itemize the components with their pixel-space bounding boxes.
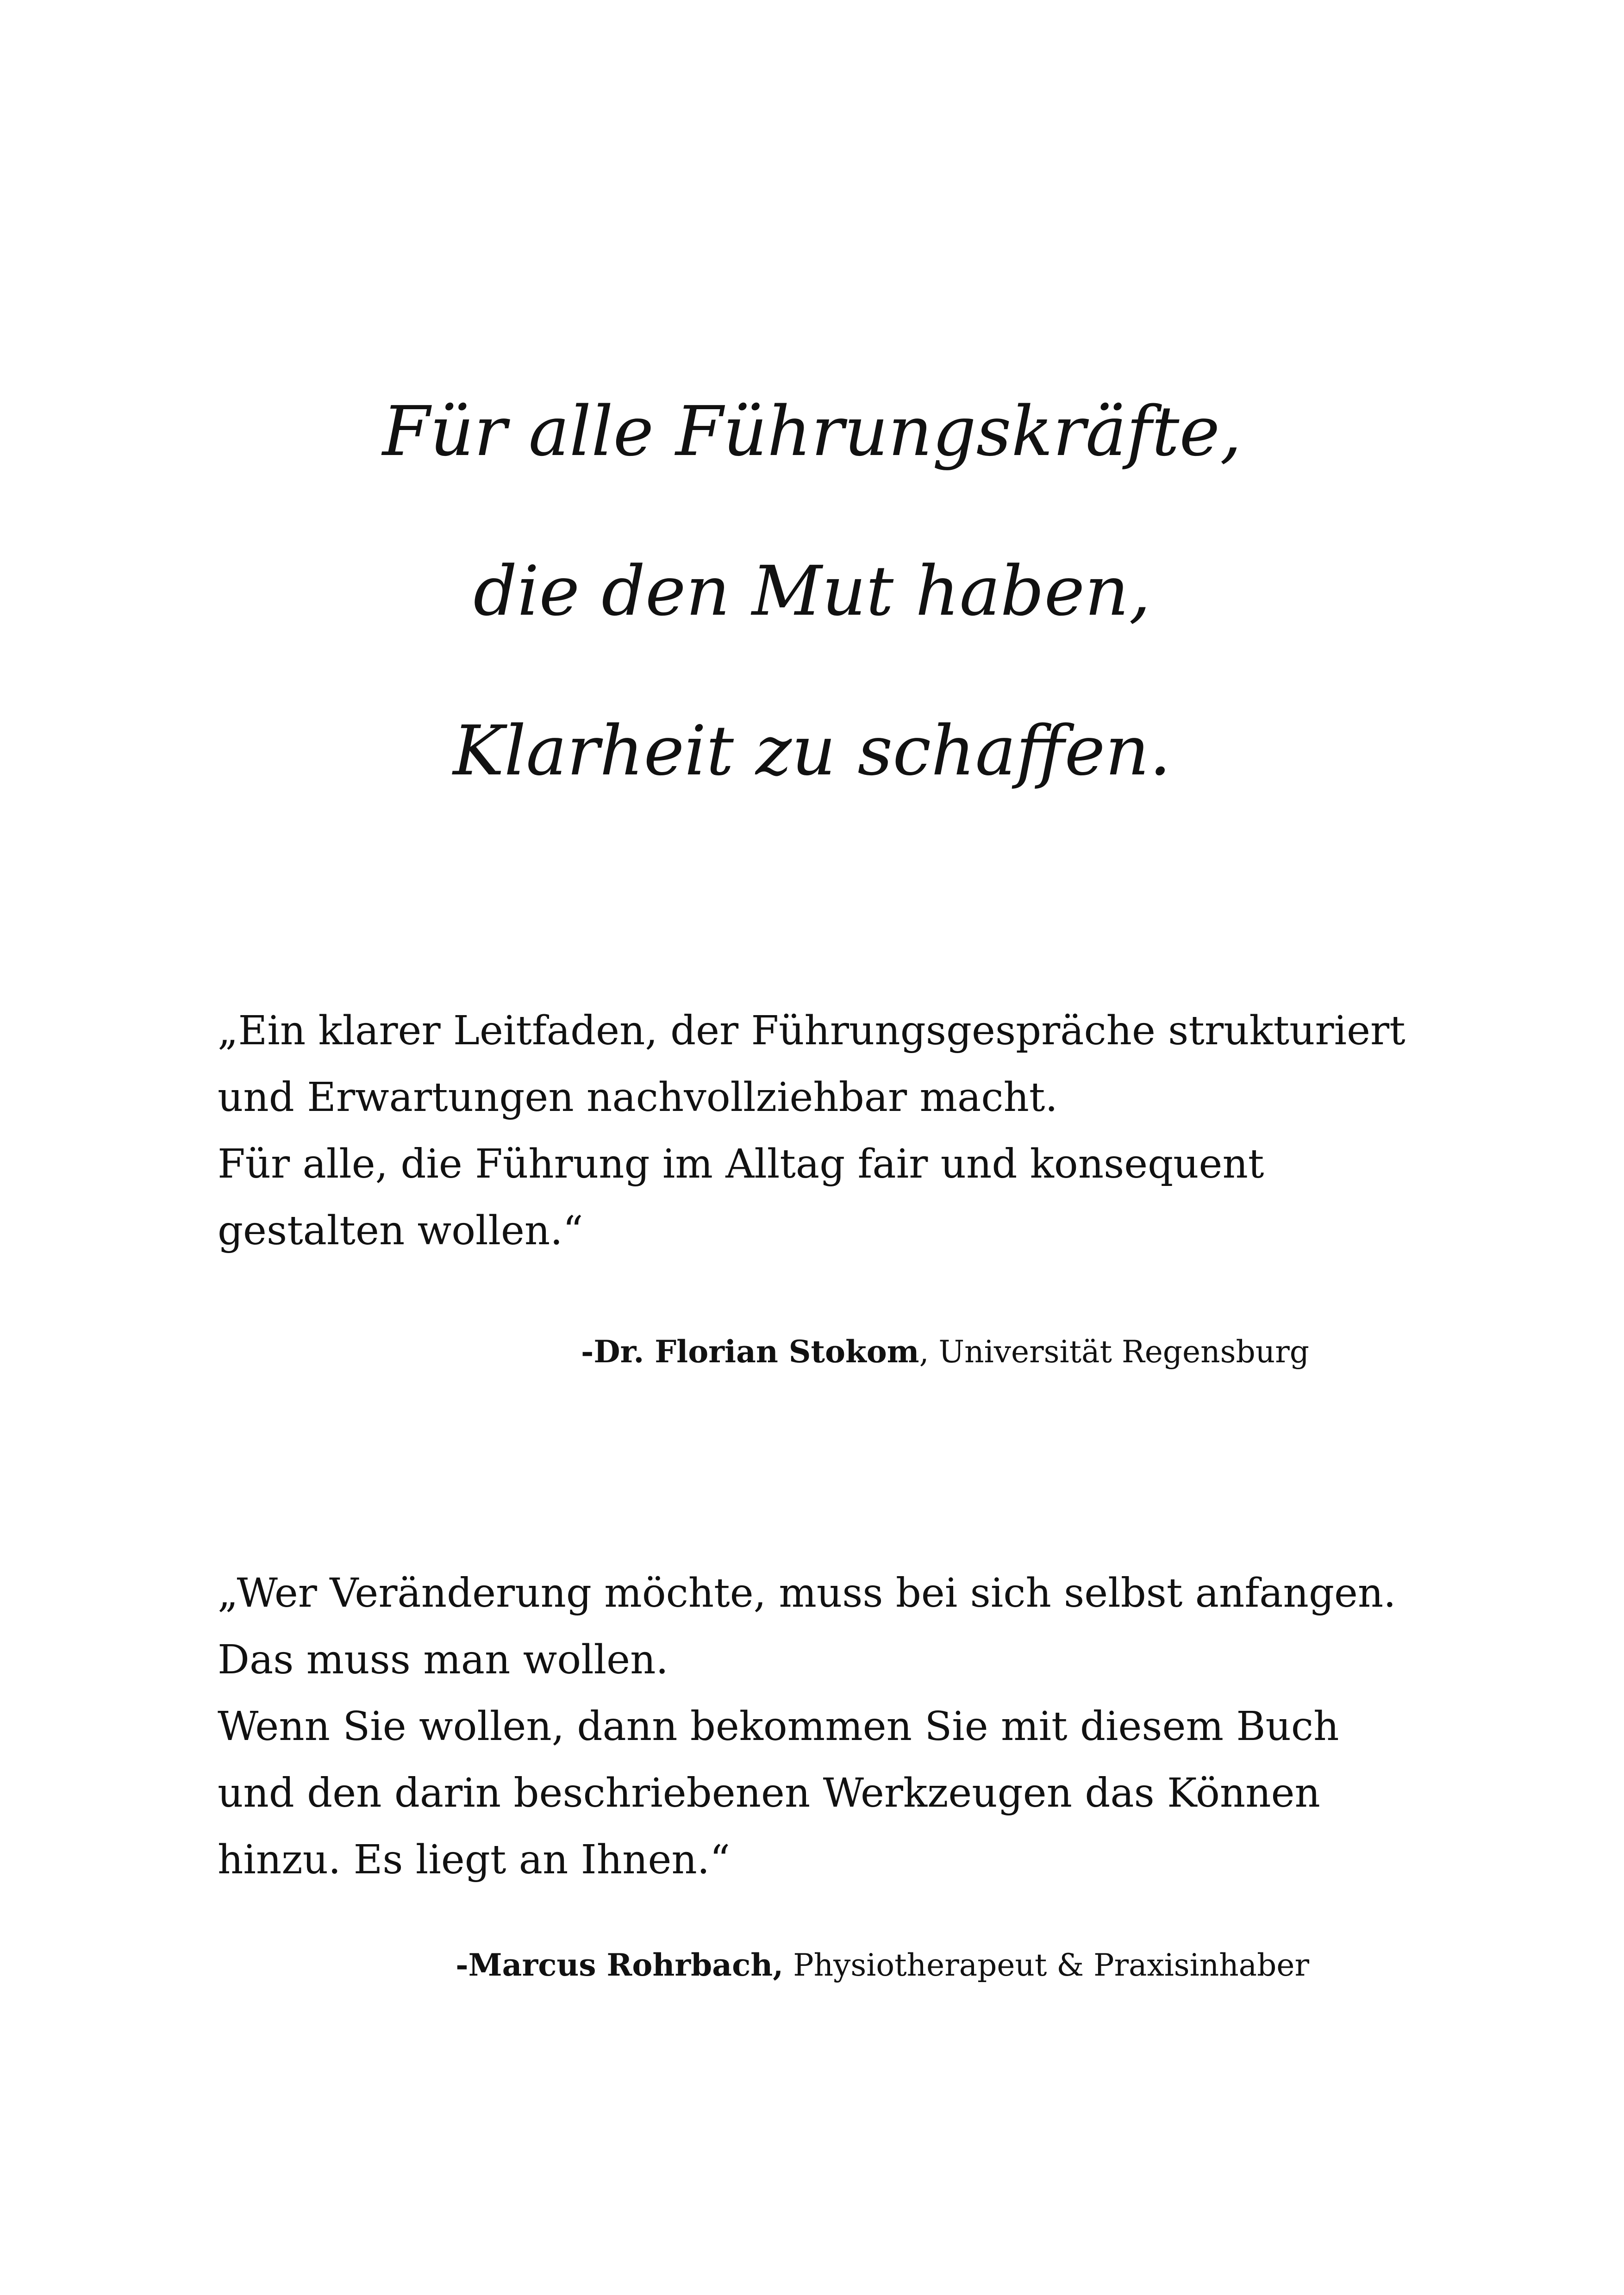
quote-author: -Dr. Florian Stokom [581,1334,919,1370]
quote-line: „Ein klarer Leitfaden, der Führungsgespräche strukturiert [218,1008,1405,1054]
quote-line: Das muss man wollen. [218,1637,668,1683]
quote-line: Wenn Sie wollen, dann bekommen Sie mit diesem Buch [218,1703,1339,1750]
quote-line: hinzu. Es liegt an Ihnen.“ [218,1837,731,1883]
quote-author: -Marcus Rohrbach, [456,1947,784,1983]
dedication-line: die den Mut haben, [473,551,1151,631]
quote-line: Für alle, die Führung im Alltag fair und konsequent [218,1141,1264,1187]
quote-attribution [581,1331,1309,1373]
testimonial-quote [218,1560,1396,1893]
dedication-line: Für alle Führungskräfte, [382,392,1242,471]
quote-affiliation: Physiotherapeut & Praxisinhaber [783,1947,1309,1983]
quote-line: und Erwartungen nachvollziehbar macht. [218,1074,1058,1121]
quote-affiliation: , Universität Regensburg [919,1334,1309,1370]
quote-line: „Wer Veränderung möchte, muss bei sich selbst anfangen. [218,1570,1396,1616]
dedication [0,352,1624,831]
quote-line: und den darin beschriebenen Werkzeugen das Können [218,1770,1320,1816]
dedication-line: Klarheit zu schaffen. [453,711,1171,791]
quote-line: gestalten wollen.“ [218,1208,583,1254]
quote-attribution [456,1944,1309,1986]
testimonial-quote [218,998,1405,1264]
